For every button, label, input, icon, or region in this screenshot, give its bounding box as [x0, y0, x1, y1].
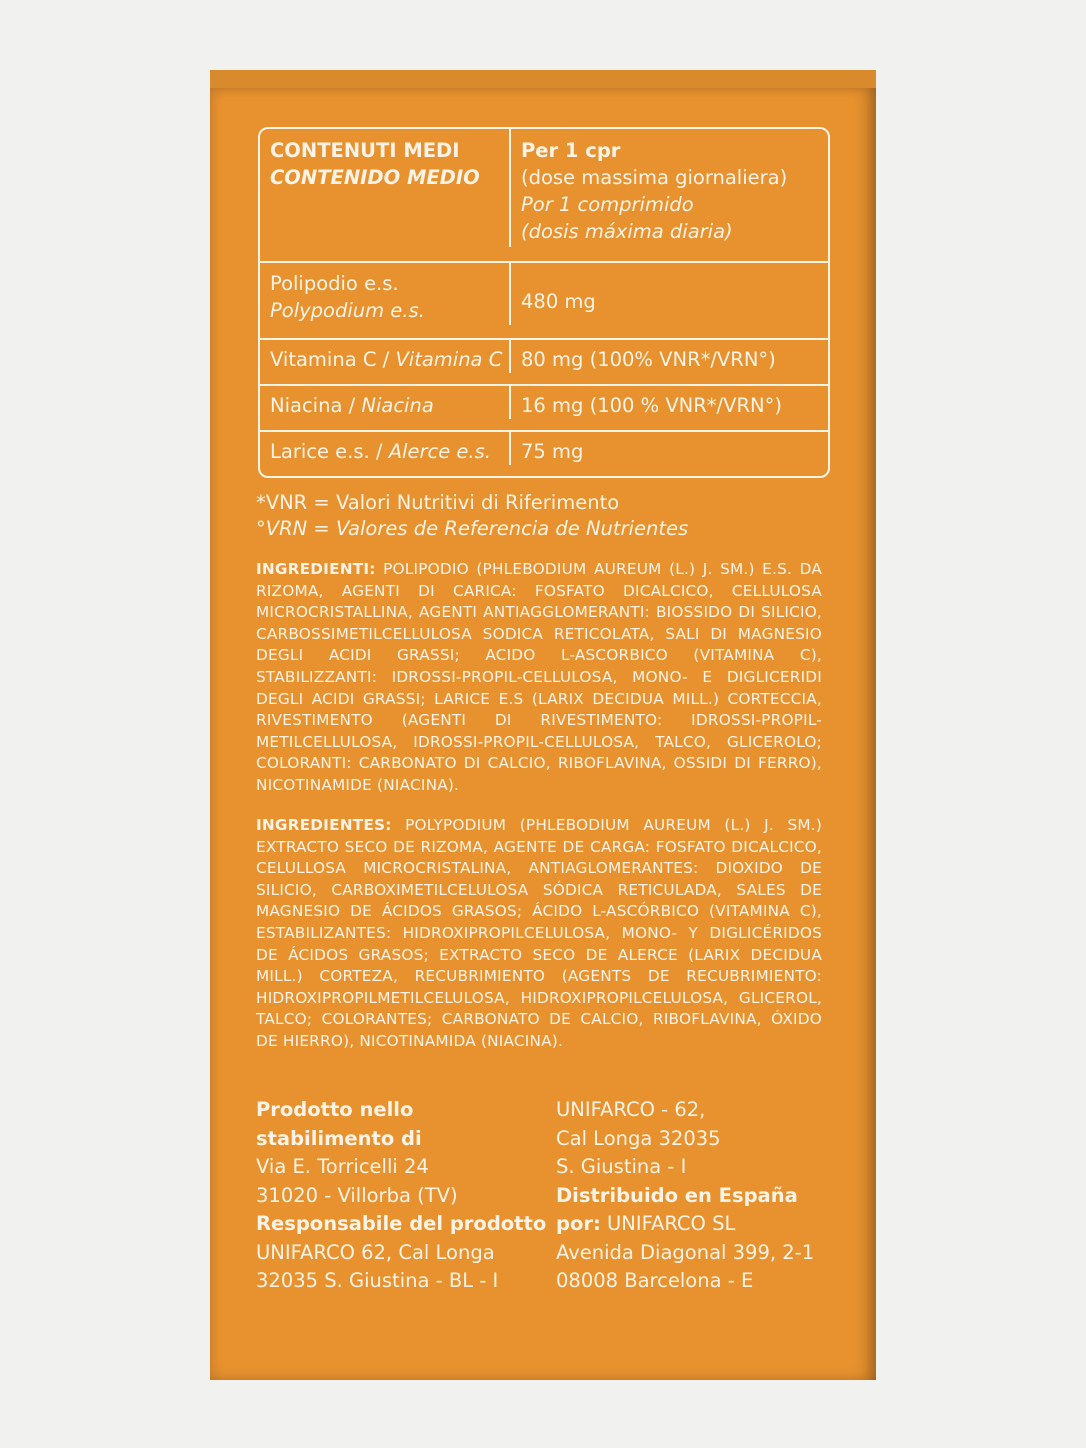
row-value-cell: [511, 340, 828, 384]
address-line: 08008 Barcelona - E: [556, 1269, 754, 1292]
header-contents-es: CONTENIDO MEDIO: [270, 166, 480, 189]
address-line-mixed: [556, 1210, 836, 1239]
header-cell-dose: [511, 129, 828, 261]
address-line: Prodotto nello: [256, 1098, 414, 1121]
header-dose-it-note: (dose massima giornaliera): [521, 166, 788, 189]
row-value: 80 mg (100% VNR*/VRN°): [521, 348, 776, 371]
row-name-it: Polipodio e.s.: [270, 272, 399, 295]
header-contents-it: CONTENUTI MEDI: [270, 139, 460, 162]
address-line: UNIFARCO 62, Cal Longa: [256, 1240, 495, 1264]
table-header-row: [260, 129, 828, 261]
row-name-cell: [260, 263, 511, 325]
address-line: Via E. Torricelli 24: [256, 1155, 429, 1178]
manufacturer-address: [256, 1096, 546, 1296]
address-distributor-name: UNIFARCO SL: [600, 1212, 736, 1235]
row-value-cell: [511, 263, 828, 338]
address-line: 32035 S. Giustina - BL - I: [256, 1269, 499, 1292]
row-value: 75 mg: [521, 440, 584, 463]
ingredients-es: [256, 815, 822, 1053]
address-line: stabilimento di: [256, 1126, 422, 1150]
vrn-note: °VRN = Valores de Referencia de Nutrientes: [256, 517, 689, 540]
header-dose-es: Por 1 comprimido: [521, 193, 694, 216]
row-name-it: Niacina /: [270, 394, 356, 417]
address-line: UNIFARCO - 62,: [556, 1098, 706, 1121]
box-top-flap: [210, 70, 876, 90]
row-value: 480 mg: [521, 289, 596, 313]
row-value-cell: [511, 432, 828, 476]
nutrition-table: [258, 127, 830, 478]
ingredients-it: [256, 559, 822, 797]
ingredients-es-label: INGREDIENTES:: [256, 816, 392, 834]
row-name-cell: [260, 432, 511, 465]
table-row: [260, 430, 828, 476]
ingredients-es-text: POLYPODIUM (PHLEBODIUM AUREUM (L.) J. SM.) EXTRACTO SECO DE RIZOMA, AGENTE DE CARGA: FOSFATO DICALCICO, CELULLOSA MICROCRISTALINA, ANTIAGLOMERANTES: DIOXIDO DE SILICIO, CARBOXIMETILCELULOSA SÓDICA RETICULADA, SALES DE MAGNESIO DE ÁCIDOS GRASOS; ÁCIDO L-ASCÓRBICO (VITAMINA C), ESTABILIZANTES: HIDROXIPROPILCELULOSA, MONO- Y DIGLICÉRIDOS DE ÁCIDOS GRASOS; EXTRACTO SECO DE ALERCE (LARIX DECIDUA MILL.) CORTEZA, RECUBRIMIENTO (AGENTS DE RECUBRIMIENTO: HIDROXIPROPILMETILCELULOSA, HIDROXIPROPILCELULOSA, GLICEROL, TALCO; COLORANTES; CARBONATO DE CALCIO, RIBOFLAVINA, ÓXIDO DE HIERRO), NICOTINAMIDA (NIACINA).: [256, 816, 822, 1050]
row-name-es: Vitamina C: [395, 348, 503, 371]
ingredients-it-label: INGREDIENTI:: [256, 560, 376, 578]
address-line: 31020 - Villorba (TV): [256, 1183, 458, 1207]
row-value: 16 mg (100 % VNR*/VRN°): [521, 394, 782, 417]
row-name-cell: [260, 386, 511, 419]
header-dose-it: Per 1 cpr: [521, 139, 621, 162]
product-box-back: [210, 88, 876, 1380]
header-dose-es-note: (dosis máxima diaria): [521, 220, 733, 243]
row-value-cell: [511, 386, 828, 430]
address-line: Cal Longa 32035: [556, 1126, 721, 1150]
row-name-es: Niacina: [361, 394, 434, 417]
reference-notes: [256, 490, 688, 542]
address-line: Avenida Diagonal 399, 2-1: [556, 1240, 815, 1264]
row-name-it: Vitamina C /: [270, 348, 390, 371]
address-line: S. Giustina - I: [556, 1155, 687, 1178]
row-name-it: Larice e.s. /: [270, 440, 383, 463]
row-name-cell: [260, 340, 511, 373]
row-name-es: Polypodium e.s.: [270, 299, 425, 322]
address-por-label: por:: [556, 1212, 601, 1235]
address-line: Responsabile del prodotto: [256, 1212, 547, 1235]
table-row: [260, 384, 828, 430]
distributor-address: [556, 1096, 836, 1296]
table-row: [260, 261, 828, 338]
address-line: Distribuido en España: [556, 1183, 798, 1207]
vnr-note: *VNR = Valori Nutritivi di Riferimento: [256, 491, 620, 514]
table-row: [260, 338, 828, 384]
row-name-es: Alerce e.s.: [388, 440, 491, 463]
header-cell-contents: [260, 129, 511, 247]
ingredients-it-text: POLIPODIO (PHLEBODIUM AUREUM (L.) J. SM.) E.S. DA RIZOMA, AGENTI DI CARICA: FOSFATO DICALCICO, CELLULOSA MICROCRISTALLINA, AGENTI ANTIAGGLOMERANTI: BIOSSIDO DI SILICIO, CARBOSSIMETILCELLULOSA SODICA RETICOLATA, SALI DI MAGNESIO DEGLI ACIDI GRASSI; ACIDO L-ASCORBICO (VITAMINA C), STABILIZZANTI: IDROSSI-PROPIL-CELLULOSA, MONO- E DIGLICERIDI DEGLI ACIDI GRASSI; LARICE E.S (LARIX DECIDUA MILL.) CORTECCIA, RIVESTIMENTO (AGENTI DI RIVESTIMENTO: IDROSSI-PROPIL-METILCELLULOSA, IDROSSI-PROPIL-CELLULOSA, TALCO, GLICEROLO; COLORANTI: CARBONATO DI CALCIO, RIBOFLAVINA, OSSIDI DI FERRO), NICOTINAMIDE (NIACINA).: [256, 560, 822, 794]
